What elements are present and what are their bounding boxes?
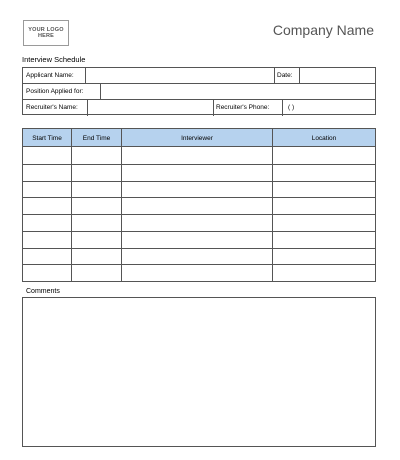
comments-label: Comments: [26, 288, 60, 295]
row-divider: [23, 214, 375, 215]
schedule-row[interactable]: [23, 197, 375, 214]
row-divider: [23, 264, 375, 265]
column-header-interviewer: Interviewer: [181, 135, 213, 142]
recruiter-name-label: Recruiter's Name:: [26, 104, 78, 111]
info-row-applicant: [23, 68, 375, 84]
row-divider: [23, 231, 375, 232]
company-name: Company Name: [272, 22, 374, 38]
applicant-name-field[interactable]: [86, 68, 296, 83]
logo-text-line1: YOUR LOGO: [28, 26, 64, 33]
row-divider: [23, 181, 375, 182]
recruiter-name-field[interactable]: [88, 100, 212, 115]
schedule-row[interactable]: [23, 181, 375, 198]
form-title: Interview Schedule: [22, 55, 86, 64]
recruiter-phone-label: Recruiter's Phone:: [216, 104, 270, 111]
interview-schedule-table: [22, 128, 376, 282]
row-divider: [23, 164, 375, 165]
schedule-header-row: [23, 129, 375, 147]
info-row-position: [23, 84, 375, 100]
column-header-start-time: Start Time: [32, 135, 62, 142]
schedule-row[interactable]: [23, 248, 375, 265]
logo-text-line2: HERE: [37, 33, 55, 39]
column-header-end-time: End Time: [82, 135, 111, 142]
schedule-row[interactable]: [23, 147, 375, 164]
recruiter-phone-field[interactable]: ( ): [288, 104, 295, 111]
schedule-row[interactable]: [23, 164, 375, 181]
date-field[interactable]: [300, 68, 375, 83]
position-field[interactable]: [101, 84, 375, 99]
schedule-row[interactable]: [23, 214, 375, 231]
row-divider: [23, 197, 375, 198]
row-divider: [23, 248, 375, 249]
schedule-row[interactable]: [23, 264, 375, 281]
info-row-recruiter: [23, 100, 375, 116]
date-label: Date:: [277, 72, 293, 79]
applicant-name-label: Applicant Name:: [26, 72, 74, 79]
applicant-info-table: [22, 67, 376, 115]
column-header-location: Location: [311, 135, 337, 142]
logo-placeholder: [23, 20, 69, 46]
comments-field[interactable]: [22, 297, 376, 447]
schedule-row[interactable]: [23, 231, 375, 248]
position-label: Position Applied for:: [26, 88, 84, 95]
